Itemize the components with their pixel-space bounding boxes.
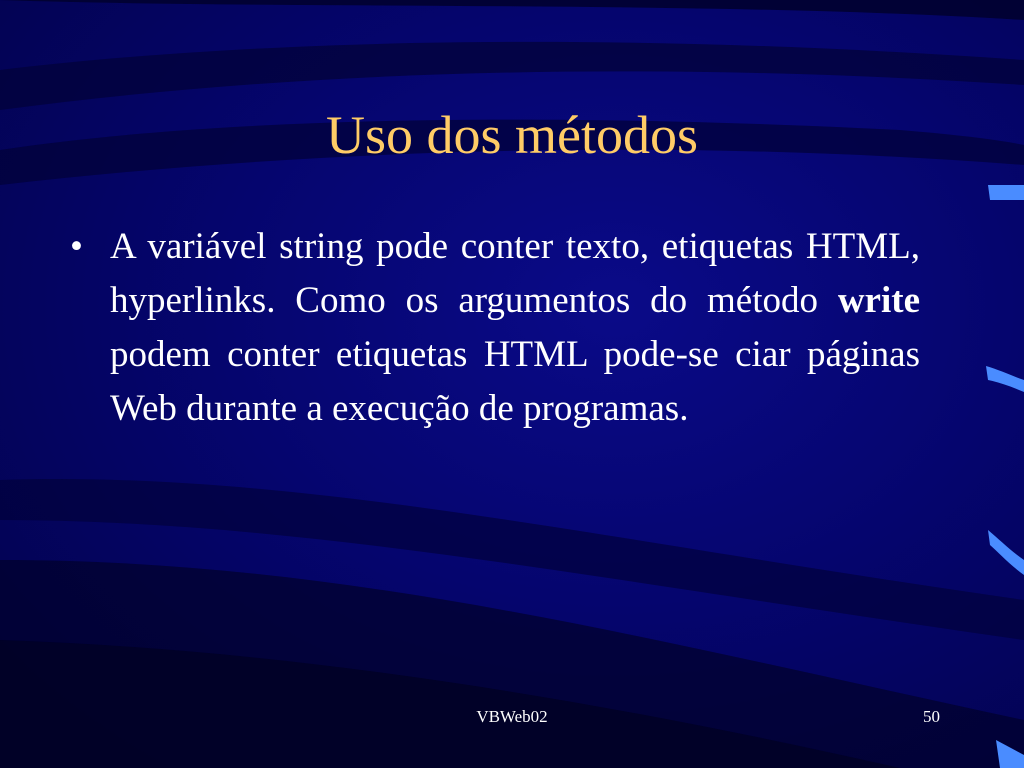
bullet-text-bold: write (837, 280, 920, 321)
accent-mark-3 (988, 530, 1024, 575)
bullet-text-after: podem conter etiquetas HTML pode-se ciar páginas Web durante a execução de programas. (110, 334, 920, 429)
slide-title: Uso dos métodos (325, 105, 698, 165)
page-number: 50 (923, 707, 940, 726)
bullet-list (70, 220, 920, 436)
accent-mark-1 (988, 185, 1024, 200)
footer-label: VBWeb02 (476, 707, 548, 726)
bullet-text-before: A variável string pode conter texto, etiquetas HTML, hyperlinks. Como os argumentos do método (110, 226, 920, 321)
bullet-marker: • (70, 226, 83, 267)
swoosh-top-1 (0, 0, 1024, 20)
accent-mark-2 (986, 366, 1024, 392)
bullet-item (110, 220, 920, 436)
